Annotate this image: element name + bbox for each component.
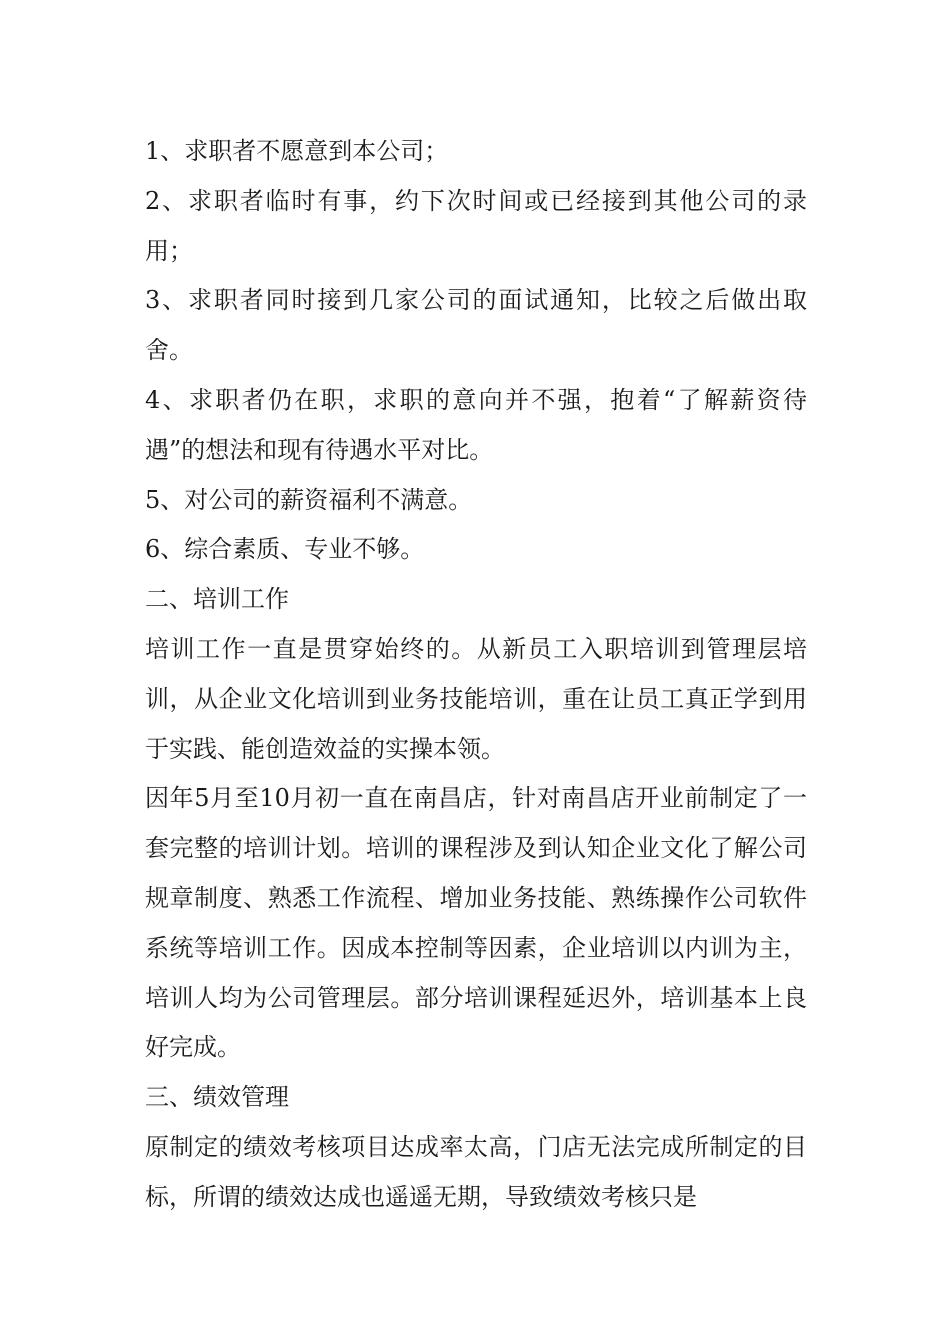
list-item-2: 2、求职者临时有事，约下次时间或已经接到其他公司的录用； [145,186,807,265]
list-item-6: 6、综合素质、专业不够。 [145,535,425,564]
paragraph-training-intro: 培训工作一直是贯穿始终的。从新员工入职培训到管理层培训，从企业文化培训到业务技能培训，重在让员工真正学到用于实践、能创造效益的实操本领。 [145,634,807,763]
list-item-1: 1、求职者不愿意到本公司； [145,137,449,165]
list-item-4: 4、求职者仍在职，求职的意向并不强，抱着“了解薪资待遇”的想法和现有待遇水平对比。 [145,385,807,464]
list-item-3: 3、求职者同时接到几家公司的面试通知，比较之后做出取舍。 [145,286,807,365]
document-body [145,127,807,1223]
section-heading-performance: 三、绩效管理 [145,1083,289,1112]
paragraph-training-plan: 因年5月至10月初一直在南昌店，针对南昌店开业前制定了一套完整的培训计划。培训的课程涉及到认知企业文化了解公司规章制度、熟悉工作流程、增加业务技能、熟练操作公司软件系统等培训工作。因成本控制等因素，企业培训以内训为主，培训人均为公司管理层。部分培训课程延迟外，培训基本上良好完成。 [145,784,807,1062]
section-heading-training: 二、培训工作 [145,585,289,614]
paragraph-performance: 原制定的绩效考核项目达成率太高，门店无法完成所制定的目标，所谓的绩效达成也遥遥无期，导致绩效考核只是 [145,1132,807,1211]
list-item-5: 5、对公司的薪资福利不满意。 [145,485,473,514]
